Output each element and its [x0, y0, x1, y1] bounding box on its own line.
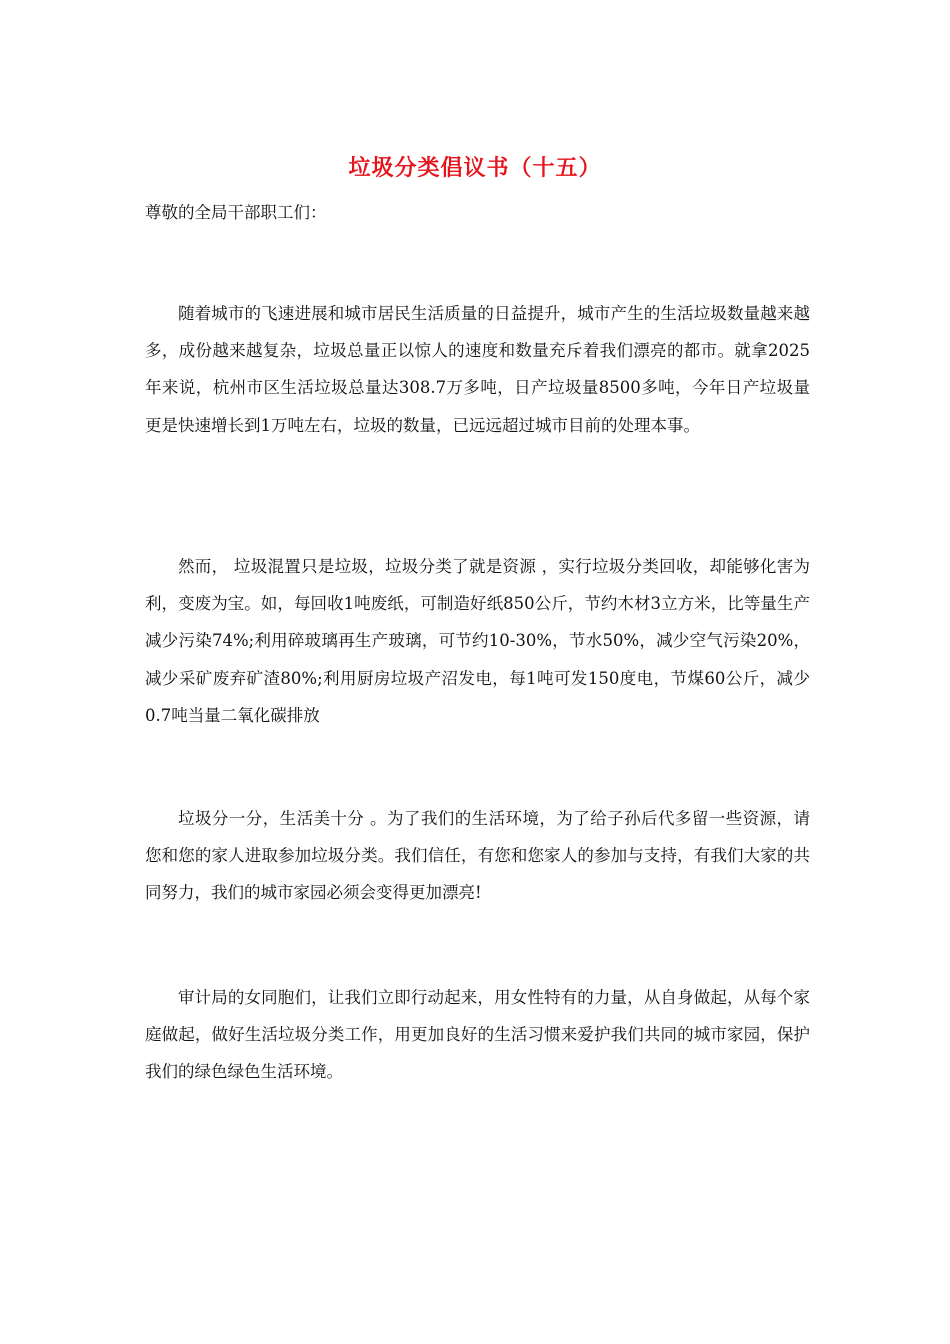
- paragraph-3: 垃圾分一分，生活美十分 。为了我们的生活环境，为了给子孙后代多留一些资源，请您和您的家人进取参加垃圾分类。我们信任，有您和您家人的参加与支持，有我们大家的共同努力，我们的城市家园必须会变得更加漂亮!: [145, 809, 810, 903]
- salutation: 尊敬的全局干部职工们：: [145, 203, 327, 222]
- page-title: 垃圾分类倡议书（十五）: [348, 155, 602, 181]
- paragraph-1: 随着城市的飞速进展和城市居民生活质量的日益提升，城市产生的生活垃圾数量越来越多，成份越来越复杂，垃圾总量正以惊人的速度和数量充斥着我们漂亮的都市。就拿2025年来说，杭州市区生活垃圾总量达308.7万多吨，日产垃圾量8500多吨，今年日产垃圾量更是快速增长到1万吨左右，垃圾的数量，已远远超过城市目前的处理本事。: [145, 304, 810, 435]
- paragraph-4: 审计局的女同胞们，让我们立即行动起来，用女性特有的力量，从自身做起，从每个家庭做起，做好生活垃圾分类工作，用更加良好的生活习惯来爱护我们共同的城市家园，保护我们的绿色绿色生活环境。: [145, 988, 810, 1082]
- paragraph-2: 然而， 垃圾混置只是垃圾，垃圾分类了就是资源 ，实行垃圾分类回收，却能够化害为利，变废为宝。如，每回收1吨废纸，可制造好纸850公斤，节约木材3立方米，比等量生产减少污染74%;利用碎玻璃再生产玻璃，可节约10-30%，节水50%，减少空气污染20%，减少采矿废弃矿渣80%;利用厨房垃圾产沼发电，每1吨可发150度电，节煤60公斤，减少0.7吨当量二氧化碳排放: [145, 557, 810, 725]
